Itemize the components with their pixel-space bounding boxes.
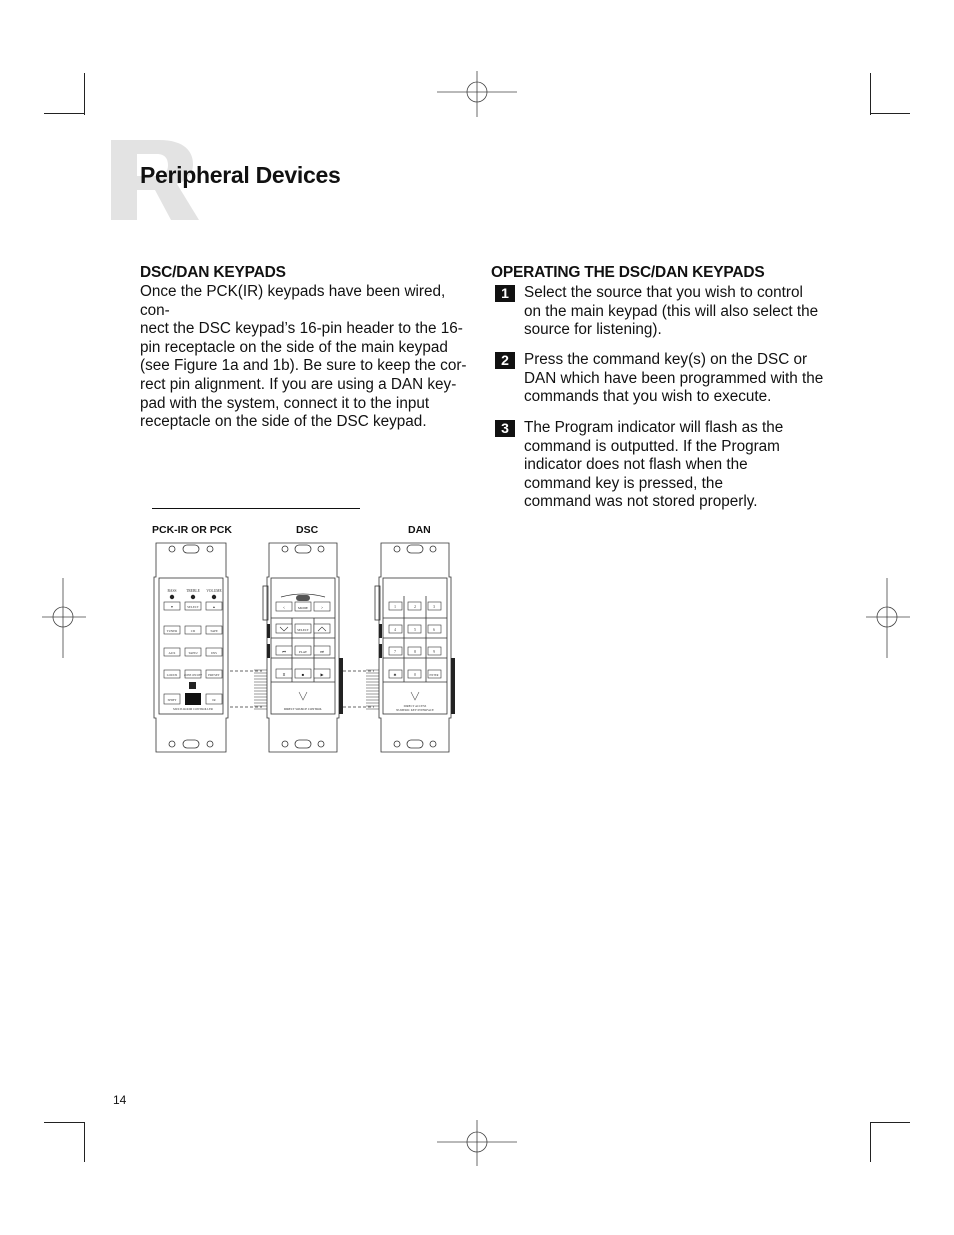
dan-key-label: 6	[433, 628, 435, 632]
dsc-key-label: II	[282, 672, 286, 677]
pck-indicator-label: BASS	[167, 589, 177, 593]
figure-rule	[152, 508, 360, 509]
dsc-footer-label: DIRECT SOURCE CONTROL	[283, 707, 323, 711]
dan-key-label: 1	[394, 605, 396, 609]
figure-label-pck: PCK-IR OR PCK	[152, 524, 232, 536]
registration-mark-top	[437, 71, 517, 117]
step-1	[495, 284, 825, 344]
pck-key-label: DSS	[211, 651, 217, 655]
dan-key-label: 4	[394, 628, 396, 632]
pck-key-label: ZONE ON/OFF	[183, 674, 203, 677]
dsc-key-label: <	[282, 605, 286, 610]
dsc-dan-keypads-heading: DSC/DAN KEYPADS	[140, 264, 286, 281]
step-text	[524, 351, 824, 407]
step-line: DAN which have been programmed with the	[524, 369, 824, 387]
pck-key-label: PRESET	[208, 673, 220, 677]
step-number: 2	[495, 352, 515, 369]
step-2	[495, 351, 825, 411]
pck-key-label: ▼	[170, 605, 174, 609]
pck-key-label: CD	[190, 629, 196, 633]
dsc-indicator	[296, 595, 310, 601]
dan-key-label: 0	[414, 673, 416, 677]
dan-key-label: 2	[414, 605, 416, 609]
dsc-key-label: SELECT	[297, 628, 309, 632]
dsc-logo-icon	[299, 692, 307, 700]
dan-key-label: 9	[433, 650, 435, 654]
step-line: command was not stored properly.	[524, 493, 758, 511]
step-text	[524, 419, 824, 512]
pck-key-label: TAPE2	[188, 651, 198, 655]
dan-footer-label: NUMERIC KEY INTERFACE	[396, 708, 434, 712]
step-line: indicator does not flash when the	[524, 456, 748, 474]
registration-mark-right	[866, 578, 910, 658]
body-line: Once the PCK(IR) keypads have been wired, con-	[140, 283, 446, 319]
pck-footer-label: MULTI-ROOM CONTROLLER	[173, 707, 213, 711]
dan-key-label: 7	[394, 650, 396, 654]
body-line: rect pin alignment. If you are using a DAN key-	[140, 375, 457, 393]
dsc-key-label: ▶	[320, 672, 324, 677]
body-line: pin receptacle on the side of the main keypad	[140, 338, 448, 356]
body-line: nect the DSC keypad’s 16-pin header to the 16-	[140, 320, 463, 338]
keypad-connection-figure	[150, 540, 470, 755]
step-line: Select the source that you wish to control	[524, 284, 803, 301]
dan-footer-label: DIRECT ACCESS	[403, 704, 427, 708]
step-3	[495, 419, 825, 514]
step-line: The Program indicator will flash as the	[524, 419, 784, 436]
pck-key-label: AUX	[168, 651, 176, 655]
step-line: on the main keypad (this will also select the	[524, 302, 819, 320]
dsc-key-label: PLAY	[298, 650, 308, 654]
dan-key-label: 8	[414, 650, 416, 654]
pck-key-label: TUNER	[166, 629, 178, 633]
dsc-key-label: >	[320, 605, 324, 610]
figure-label-dsc: DSC	[296, 524, 319, 536]
dsc-key-label: MODE	[298, 606, 308, 610]
dsc-dan-keypads-body	[140, 283, 470, 432]
dsc-key-label: ⏭	[320, 649, 324, 654]
page-title: Peripheral Devices	[140, 162, 341, 188]
step-text	[524, 284, 824, 340]
body-line: (see Figure 1a and 1b). Be sure to keep the cor-	[140, 357, 467, 375]
pck-logo-icon	[189, 682, 196, 689]
body-line: pad with the system, connect it to the input	[140, 394, 430, 412]
pck-key-label: LOUDS	[166, 673, 178, 677]
operating-heading: OPERATING THE DSC/DAN KEYPADS	[491, 264, 765, 281]
pck-indicator-label: VOLUME	[206, 589, 222, 593]
dsc-key-label: ⏮	[282, 649, 286, 654]
dan-key-label: 5	[414, 628, 416, 632]
pck-key-label: TAPE	[210, 629, 218, 633]
dan-key-label: ENTER	[429, 674, 439, 677]
step-line: Press the command key(s) on the DSC or	[524, 351, 808, 368]
step-number: 3	[495, 420, 515, 437]
step-number: 1	[495, 285, 515, 302]
pck-key-label: SHIFT	[167, 698, 177, 702]
pck-key-label: IR	[212, 698, 216, 702]
pck-indicator-label: TREBLE	[186, 589, 200, 593]
dsc-key-label: ■	[301, 672, 305, 677]
step-line: commands that you wish to execute.	[524, 388, 772, 406]
dan-logo-icon	[411, 692, 419, 700]
registration-mark-left	[42, 578, 86, 658]
pck-key-label: ▲	[212, 605, 216, 609]
step-line: command is outputted. If the Program	[524, 437, 780, 455]
figure-label-dan: DAN	[408, 524, 431, 536]
page-number: 14	[113, 1093, 127, 1107]
registration-mark-bottom	[437, 1120, 517, 1166]
dan-key-label: ✱	[393, 673, 397, 677]
body-line: receptacle on the side of the DSC keypad.	[140, 413, 427, 431]
pck-black-key	[185, 693, 201, 705]
step-line: source for listening).	[524, 321, 662, 339]
step-line: command key is pressed, the	[524, 474, 723, 492]
dan-key-label: 3	[433, 605, 435, 609]
pck-key-label: SELECT	[187, 605, 199, 609]
